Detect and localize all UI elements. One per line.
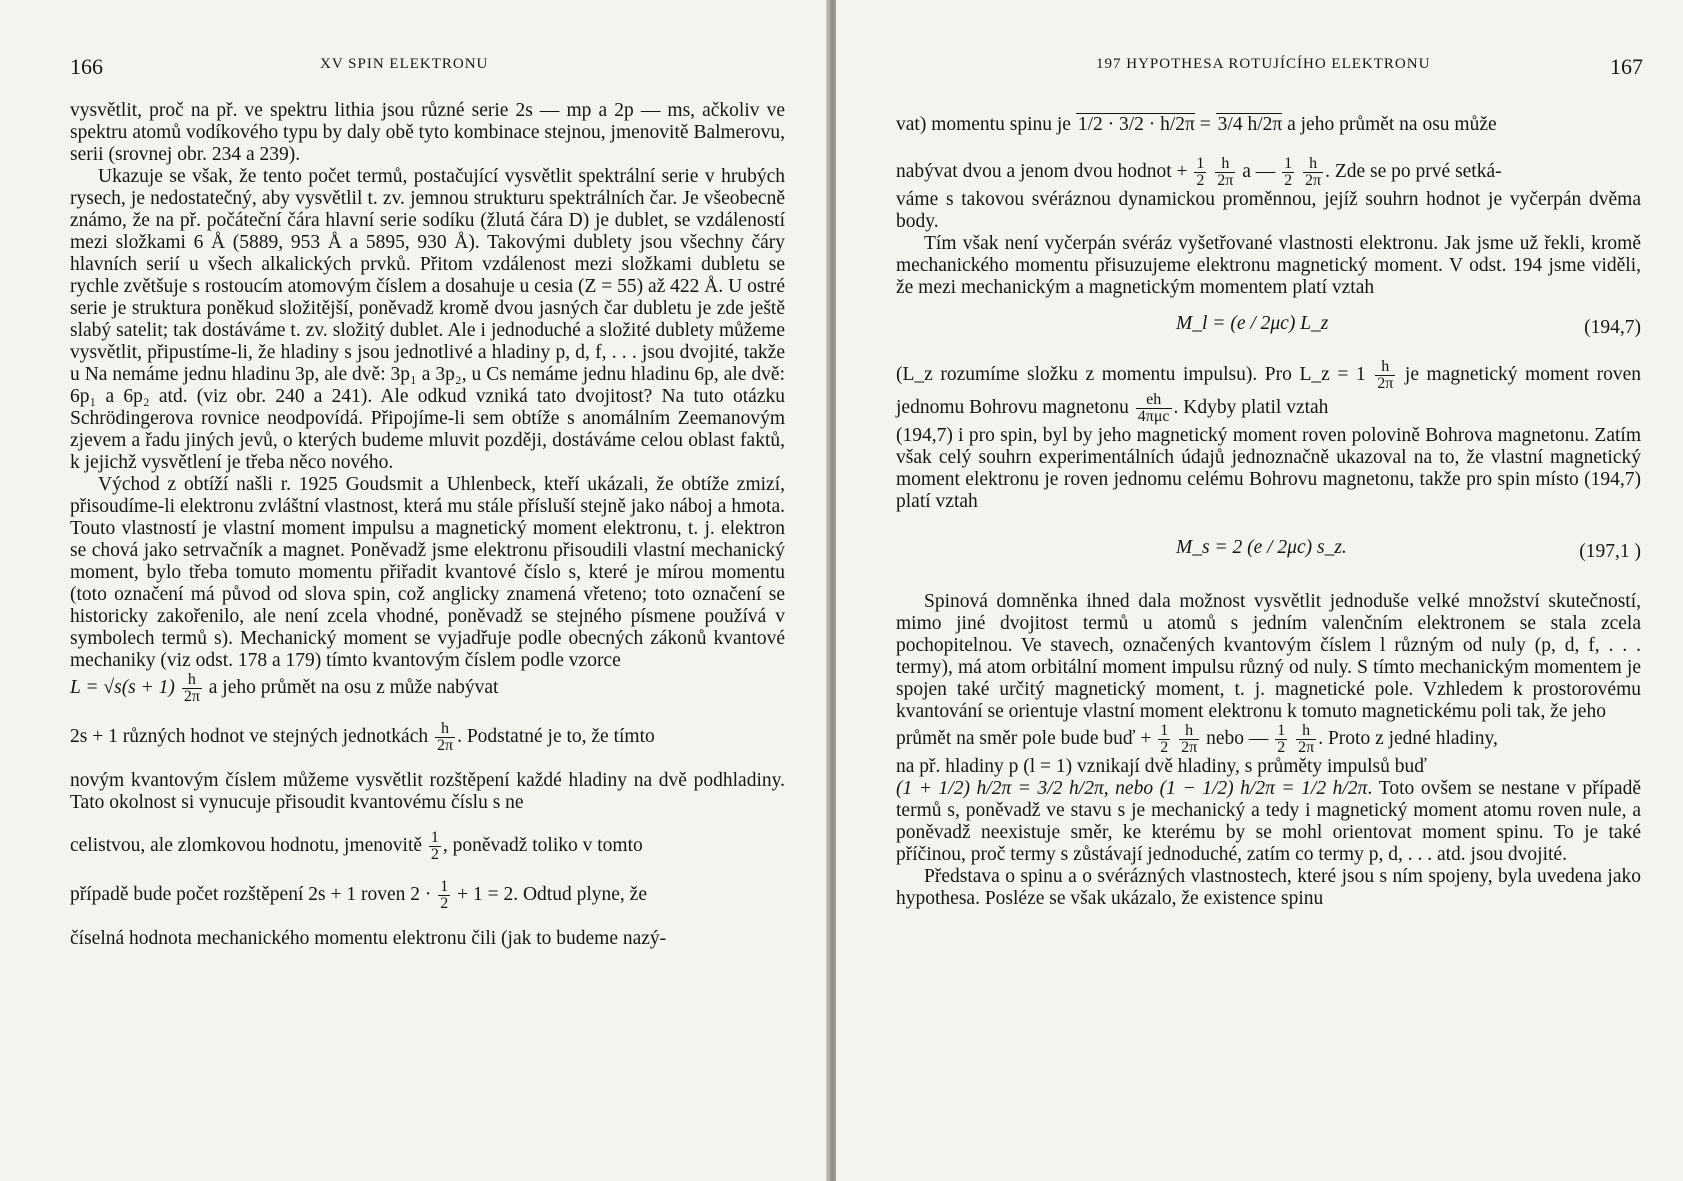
left-page: [0, 0, 830, 1181]
formula-line: nabývat dvou a jenom dvou hodnot + $\frac{1}{2}$ $\frac{h}{2\pi}$ a — $\frac{1}{2}$ $\frac{h}{2\pi}$ . Zde se po prvé setká-: [896, 155, 1502, 189]
right-page: [836, 0, 1683, 1181]
sqrt-expression: 3/4 h/2π: [1217, 114, 1283, 135]
fraction: $\frac{h}{2\pi}$: [1377, 358, 1394, 392]
formula-projections: (1 + 1/2) h/2π = 3/2 h/2π, nebo (1 − 1/2) h/2π = 1/2 h/2π: [896, 778, 1368, 799]
paragraph: Představa o spinu a o svérázných vlastnostech, které jsou s ním spojeny, byla uvedena jako hypothesa. Posléze se však ukázalo, že existence spinu: [896, 866, 1641, 909]
equation-number: (194,7): [1584, 317, 1641, 338]
formula-line: L = √s(s + 1) $\frac{h}{2\pi}$ a jeho průmět na osu z může nabývat: [70, 671, 499, 705]
paragraph: (1 + 1/2) h/2π = 3/2 h/2π, nebo (1 − 1/2) h/2π = 1/2 h/2π. Toto ovšem se nestane v případě termů s, poněvadž ve stavu s je mechanický a tedy i magnetický moment atomu roven nule, a poněvadž neexistuje směr, ke kterému by se mohl orientovat moment spinu. To je také příčinou, proč termy s zůstávají jednoduché, zatím co termy p, d, . . . atd. jsou dvojité.: [896, 778, 1641, 865]
formula-L: L = √s(s + 1): [70, 676, 175, 698]
sqrt-expression: 1/2 · 3/2 · h/2π: [1077, 114, 1195, 135]
fraction: $\frac{h}{2\pi}$: [183, 671, 200, 705]
paragraph: Ukazuje se však, že tento počet termů, postačující vysvětlit spektrální serie v hrubých rysech, je nedostatečný, aby vysvětlil t. zv. jemnou strukturu spektrálních čar. Je všeobecně známo, že na př. počáteční čára hlavní serie sodíku (žlutá čára D) je dublet, se vzdáleností mezi složkami 6 Å (5889, 953 Å a 5895, 930 Å). Takovými dublety jsou všechny čáry hlavních serií u všech alkalických prvků. Přitom vzdálenost mezi složkami dubletu se rychle zvětšuje s rostoucím atomovým číslem a dosahuje u cesia (Z = 55) až 422 Å. U ostré serie je struktura poněkud složitější, poněvadž kromě dvou jasných čar dubletu je zde ještě slabý satelit; tak dostáváme t. zv. složitý dublet. Ale i jednoduché a složité dublety můžeme vysvětlit, připustíme-li, že hladiny s jsou jednotlivé a hladiny p, d, f, . . . jsou dvojité, takže u Na nemáme jednu hladinu 3p, ale dvě: 3p₁ a 3p₂, u Cs nemáme jednu hladinu 6p, ale dvě: 6p₁ a 6p₂ atd. (viz obr. 240 a 241). Ale odkud vzniká tato dvojitost? Na tuto otázku Schrödingerova rovnice neodpovídá. Připojíme-li sem obtíže s anomálním Zeemanovým zjevem a řadu jiných jevů, o kterých budeme mluvit později, dostáváme celou oblast faktů, k jejichž vysvětlení je třeba něco nového.: [70, 166, 785, 473]
page-number: 166: [70, 54, 103, 79]
paragraph: číselná hodnota mechanického momentu elektronu čili (jak to budeme nazý-: [70, 928, 667, 949]
paragraph: Tím však není vyčerpán svéráz vyšetřované vlastnosti elektronu. Jak jsme už řekli, kromě mechanického momentu přisuzujeme elektronu magnetický moment. V odst. 194 jsme viděli, že mezi mechanickým a magnetickým momentem platí vztah: [896, 233, 1641, 298]
paragraph: Spinová domněnka ihned dala možnost vysvětlit jednoduše velké množství skutečností, mimo jiné dvojitost termů u atomů s jedním valenčním elektronem se stala zcela pochopitelnou. Ve stavech, označených kvantovým číslem l různým od nuly (p, d, f, . . . termy), má atom orbitální moment impulsu různý od nuly. S tímto mechanickým momentem je spojen také určitý magnetický moment, t. j. magnetické pole. Vzhledem k prostorovému kvantování se orientuje vlastní moment elektronu k tomuto magnetickému poli tak, že jeho: [896, 591, 1641, 722]
right-body-text: [896, 110, 1641, 910]
fraction: $\frac{h}{2\pi}$: [1298, 722, 1315, 756]
fraction: $\frac{h}{2\pi}$: [1305, 155, 1322, 189]
fraction: $\frac{h}{2\pi}$: [437, 720, 454, 754]
equation-number: (197,1 ): [1579, 541, 1641, 562]
fraction: $\frac{eh}{\text{4πμc}}$: [1137, 391, 1170, 425]
running-head: 197 HYPOTHESA ROTUJÍCÍHO ELEKTRONU: [1096, 56, 1431, 72]
fraction: $\frac{1}{2}$: [1284, 155, 1293, 189]
fraction: $\frac{1}{2}$: [1277, 722, 1286, 756]
formula-line: případě bude počet rozštěpení 2s + 1 roven 2 · $\frac{1}{2}$ + 1 = 2. Odtud plyne, že: [70, 878, 647, 912]
formula-line: (L_z rozumíme složku z momentu impulsu). Pro L_z = 1 $\frac{h}{2\pi}$ je magnetický moment roven jednomu Bohrovu magnetonu $\frac{eh}{\text{4πμc}}$ . Kdyby platil vztah: [896, 358, 1641, 425]
formula-line: vat) momentu spinu je 1/2 · 3/2 · h/2π = 3/4 h/2π a jeho průmět na osu může: [896, 114, 1497, 135]
fraction: $\frac{h}{2\pi}$: [1217, 155, 1234, 189]
left-body-text: [70, 100, 785, 950]
left-header: [70, 56, 790, 86]
formula-line: 2s + 1 různých hodnot ve stejných jednotkách $\frac{h}{2\pi}$ . Podstatné je to, že tímto: [70, 720, 655, 754]
equation-197-1: M_s = 2 (e / 2μc) s_z. (197,1 ): [1176, 537, 1641, 562]
page-number: 167: [1610, 54, 1643, 79]
paragraph: novým kvantovým číslem můžeme vysvětlit rozštěpení každé hladiny na dvě podhladiny. Tato okolnost si vynucuje přisoudit kvantovému číslu s ne: [70, 770, 785, 813]
running-head: XV SPIN ELEKTRONU: [320, 56, 489, 72]
paragraph: (194,7) i pro spin, byl by jeho magnetický moment roven polovině Bohrova magnetonu. Zatím však celý souhrn experimentálních údajů jednoznačně ukazoval na to, že vlastní magnetický moment elektronu je roven jednomu celému Bohrovu magnetonu, takže pro spin místo (194,7) platí vztah: [896, 425, 1641, 512]
fraction: $\frac{1}{2}$: [1160, 722, 1169, 756]
paragraph: vysvětlit, proč na př. ve spektru lithia jsou různé serie 2s — mp a 2p — ms, ačkoliv ve spektru atomů vodíkového typu by daly obě tyto kombinace stejnou, jmenovitě Balmerovu, serii (srovnej obr. 234 a 239).: [70, 100, 785, 165]
equation-194-7: M_l = (e / 2μc) L_z (194,7): [1176, 313, 1641, 338]
fraction: $\frac{h}{2\pi}$: [1181, 722, 1198, 756]
fraction: $\frac{1}{2}$: [440, 878, 449, 912]
formula-line: celistvou, ale zlomkovou hodnotu, jmenovitě $\frac{1}{2}$ , poněvadž toliko v tomto: [70, 829, 643, 863]
paragraph: váme s takovou svéráznou dynamickou proměnnou, jejíž souhrn hodnot je vyčerpán dvěma body.: [896, 189, 1641, 232]
paragraph: na př. hladiny p (l = 1) vznikají dvě hladiny, s průměty impulsů buď: [896, 756, 1427, 777]
fraction: $\frac{1}{2}$: [430, 829, 439, 863]
paragraph: Východ z obtíží našli r. 1925 Goudsmit a Uhlenbeck, kteří ukázali, že obtíže zmizí, přisoudíme-li elektronu zvláštní vlastnost, která mu stále přísluší stejně jako náboj a hmota. Touto vlastností je vlastní moment impulsu a magnetický moment elektronu, t. j. elektron se chová jako setrvačník a magnet. Poněvadž jsme elektronu přisoudili vlastní mechanický moment, bylo třeba tomuto momentu přiřadit kvantové číslo s, které je mírou momentu (toto označení má původ od slova spin, což anglicky znamená vřeteno; toto označení se historicky zakořenilo, ale není zcela vhodné, poněvadž se stejného písmene používá v symbolech termů s). Mechanický moment se vyjadřuje podle obecných zákonů kvantové mechaniky (viz odst. 178 a 179) tímto kvantovým číslem podle vzorce: [70, 474, 785, 671]
formula-line: průmět na směr pole bude buď + $\frac{1}{2}$ $\frac{h}{2\pi}$ nebo — $\frac{1}{2}$ $\frac{h}{2\pi}$ . Proto z jedné hladiny,: [896, 722, 1498, 756]
right-header: [896, 56, 1643, 86]
fraction: $\frac{1}{2}$: [1196, 155, 1205, 189]
